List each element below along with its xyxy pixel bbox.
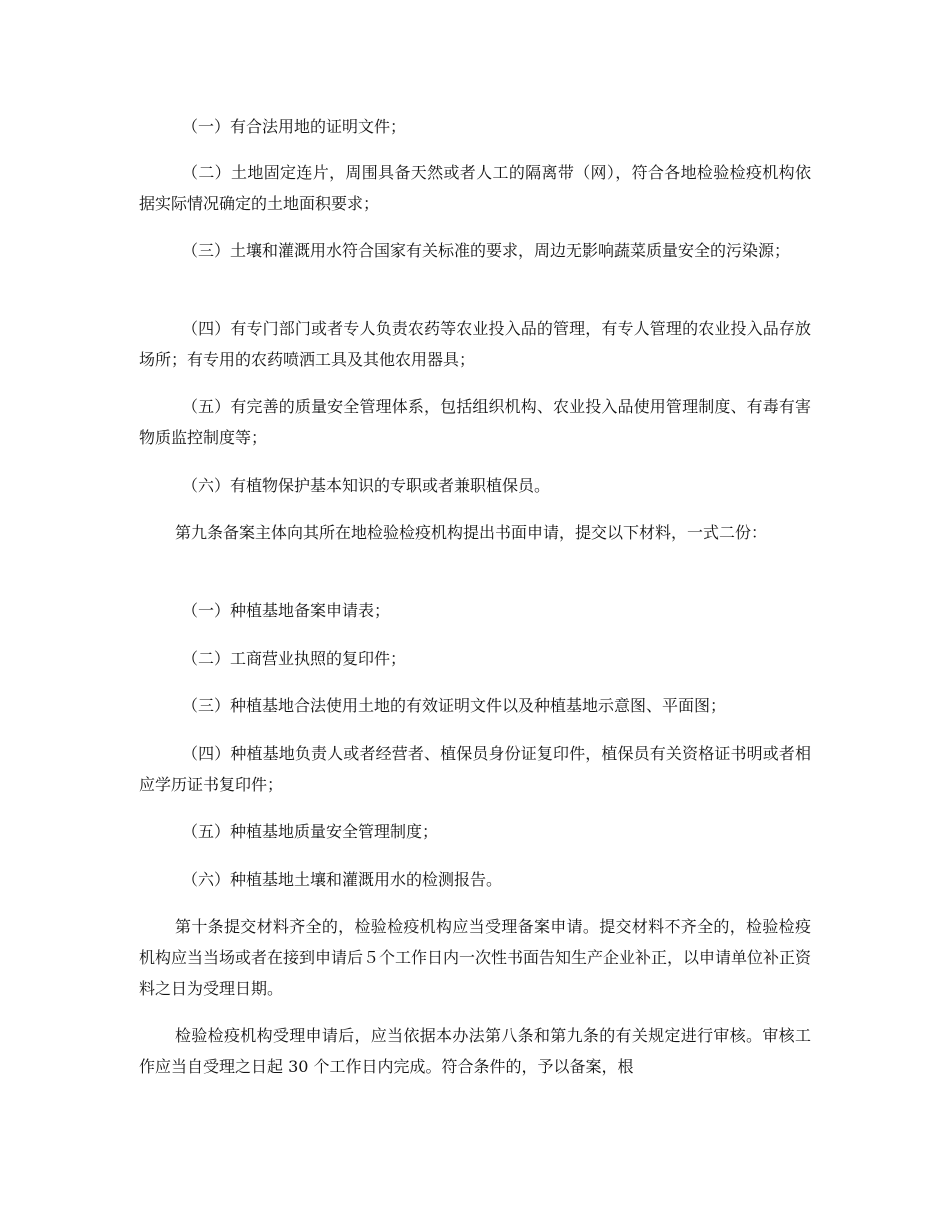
- clause-1-3: （三）土壤和灌溉用水符合国家有关标准的要求，周边无影响蔬菜质量安全的污染源；: [182, 241, 791, 260]
- clause-1-2: （二）土地固定连片，周围具备天然或者人工的隔离带（网），符合各地检验检疫机构依据实际情况确定的土地面积要求；: [139, 163, 811, 213]
- clause-1-4: （四）有专门部门或者专人负责农药等农业投入品的管理，有专人管理的农业投入品存放场所；有专用的农药喷洒工具及其他农用器具；: [139, 319, 811, 369]
- clause-1-1: （一）有合法用地的证明文件；: [182, 117, 407, 136]
- clause-1-5: （五）有完善的质量安全管理体系，包括组织机构、农业投入品使用管理制度、有毒有害物质监控制度等；: [139, 397, 811, 447]
- clause-2-2: （二）工商营业执照的复印件；: [182, 649, 407, 668]
- article-10: 第十条提交材料齐全的，检验检疫机构应当受理备案申请。提交材料不齐全的，检验检疫机构应当当场或者在接到申请后５个工作日内一次性书面告知生产企业补正，以申请单位补正资料之日为受理日期。: [139, 917, 812, 998]
- clause-2-5: （五）种植基地质量安全管理制度；: [182, 822, 439, 841]
- article-9: 第九条备案主体向其所在地检验检疫机构提出书面申请，提交以下材料，一式二份：: [175, 523, 768, 542]
- clause-1-6: （六）有植物保护基本知识的专职或者兼职植保员。: [182, 476, 551, 495]
- clause-2-4: （四）种植基地负责人或者经营者、植保员身份证复印件，植保员有关资格证书明或者相应学历证书复印件；: [139, 744, 811, 794]
- review-paragraph: 检验检疫机构受理申请后，应当依据本办法第八条和第九条的有关规定进行审核。审核工作应当自受理之日起 30 个工作日内完成。符合条件的，予以备案，根: [139, 1026, 811, 1076]
- clause-2-1: （一）种植基地备案申请表；: [182, 601, 391, 620]
- clause-2-6: （六）种植基地土壤和灌溉用水的检测报告。: [182, 870, 503, 889]
- clause-2-3: （三）种植基地合法使用土地的有效证明文件以及种植基地示意图、平面图；: [182, 696, 727, 715]
